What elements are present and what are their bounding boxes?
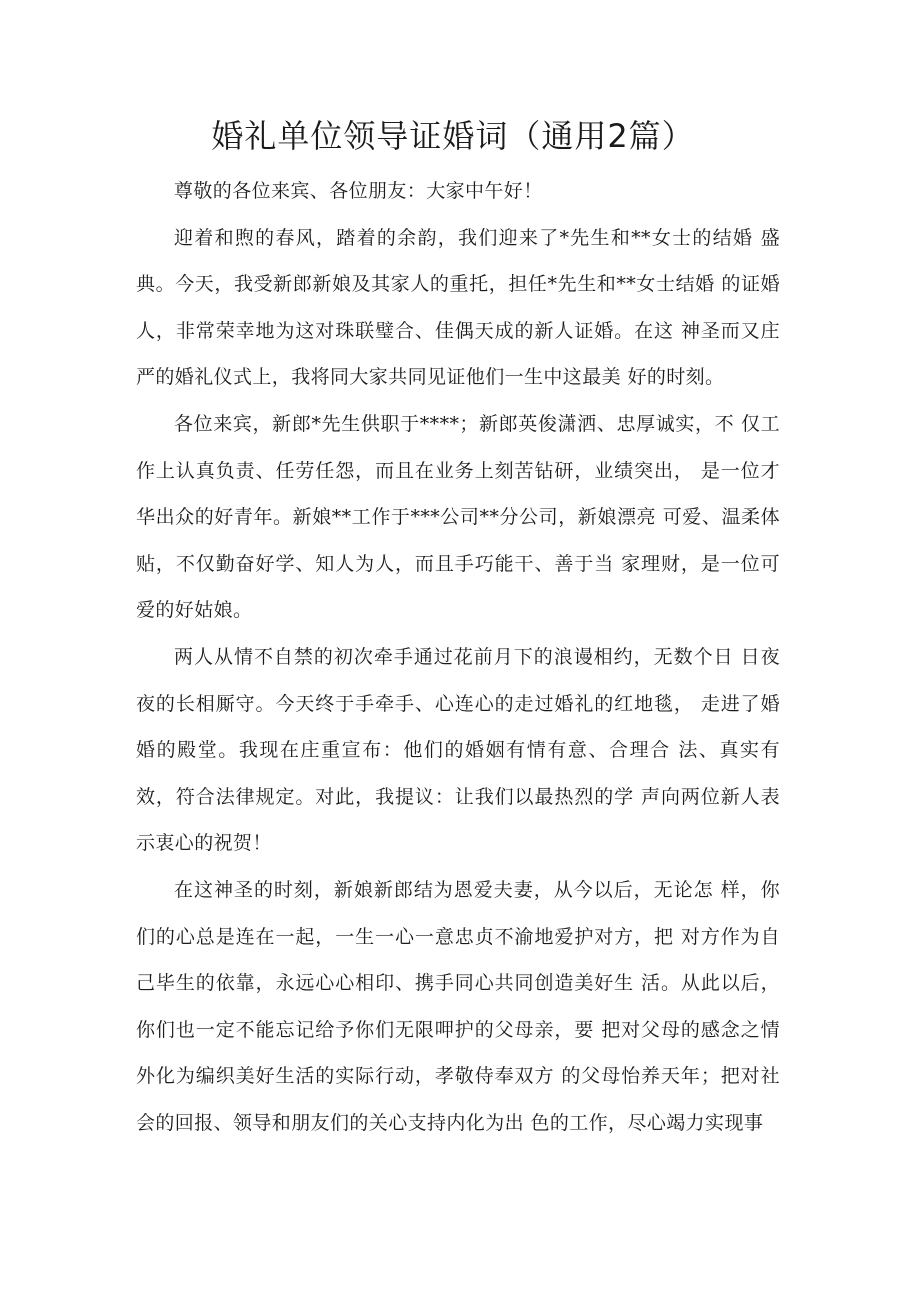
document-body (136, 168, 780, 1146)
body-paragraph: 迎着和煦的春风，踏着的余韵，我们迎来了*先生和**女士的结婚 盛典。今天，我受新郎新娘及其家人的重托，担任*先生和**女士结婚 的证婚人，非常荣幸地为这对珠联璧合、佳偶天成的新人证婚。在这 神圣而又庄严的婚礼仪式上，我将同大家共同见证他们一生中这最美 好的时刻。 (136, 226, 780, 389)
body-paragraph: 两人从情不自禁的初次牵手通过花前月下的浪谩相约，无数个日 日夜夜的长相厮守。今天终于手牵手、心连心的走过婚礼的红地毯， 走进了婚婚的殿堂。我现在庄重宣布：他们的婚姻有情有意、合理合 法、真实有效，符合法律规定。对此，我提议：让我们以最热烈的学 声向两位新人表示衷心的祝贺！ (136, 645, 780, 855)
body-paragraph: 在这神圣的时刻，新娘新郎结为恩爱夫妻，从今以后，无论怎 样，你们的心总是连在一起，一生一心一意忠贞不渝地爱护对方，把 对方作为自己毕生的依靠，永远心心相印、携手同心共同创造美好生 活。从此以后，你们也一定不能忘记给予你们无限呷护的父母亲，要 把对父母的感念之情外化为编织美好生活的实际行动，孝敬侍奉双方 的父母怡养天年；把对社会的回报、领导和朋友们的关心支持内化为出 色的工作，尽心竭力实现事 (136, 878, 780, 1134)
document-title: 婚礼单位领导证婚词（通用2篇） (211, 117, 695, 155)
greeting-paragraph: 尊敬的各位来宾、各位朋友：大家中午好！ (174, 180, 543, 202)
body-paragraph: 各位来宾，新郎*先生供职于****；新郎英俊潇洒、忠厚诚实，不 仅工作上认真负责、任劳任怨，而且在业务上刻苦钻研，业绩突出， 是一位才华出众的好青年。新娘**工作于***公司**分公司，新娘漂亮 可爱、温柔体贴，不仅勤奋好学、知人为人，而且手巧能干、善于当 家理财，是一位可爱的好姑娘。 (136, 412, 780, 622)
